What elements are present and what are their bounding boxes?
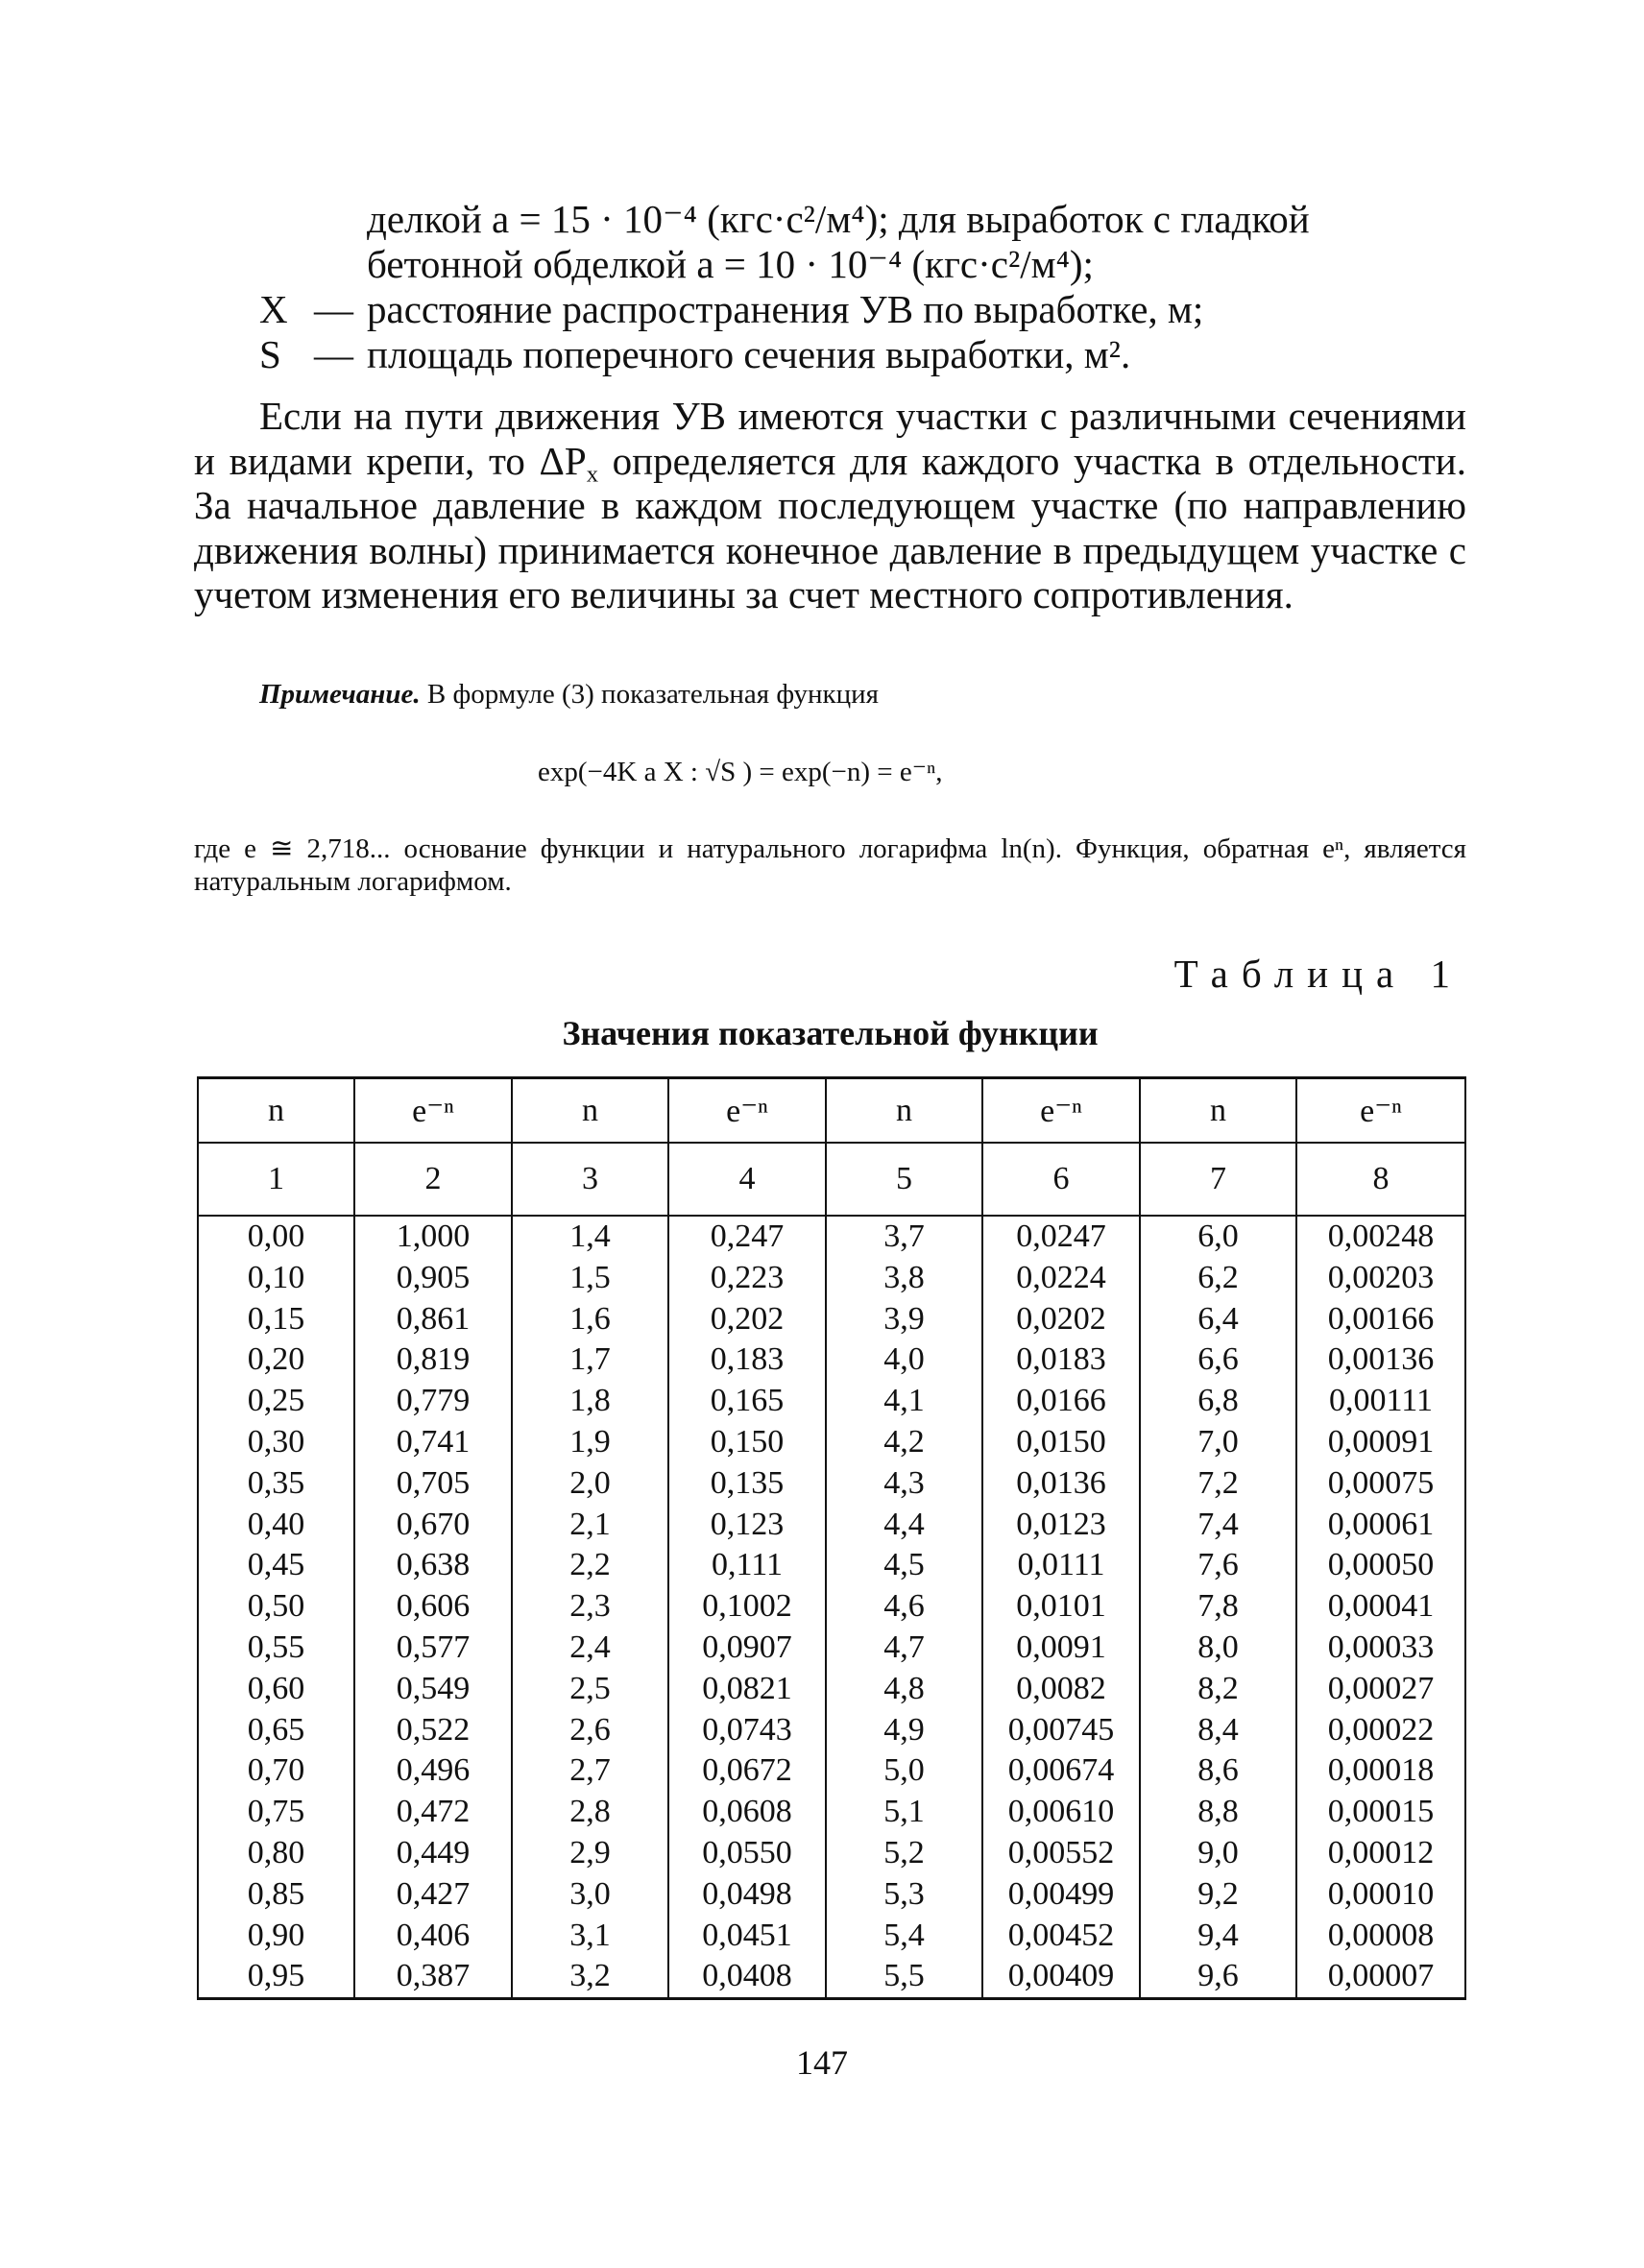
table-cell: 0,00111	[1296, 1381, 1465, 1422]
table-cell: 0,00012	[1296, 1833, 1465, 1874]
table-cell: 0,45	[198, 1545, 354, 1586]
table-cell: 0,705	[354, 1463, 512, 1505]
table-cell: 2,5	[512, 1669, 668, 1710]
table-cell: 0,861	[354, 1299, 512, 1340]
table-cell: 0,387	[354, 1956, 512, 1998]
table-cell: 0,670	[354, 1505, 512, 1546]
table-cell: 0,111	[668, 1545, 826, 1586]
table-cell: 4,4	[826, 1505, 982, 1546]
table-cell: 0,00203	[1296, 1258, 1465, 1299]
table-cell: 0,0821	[668, 1669, 826, 1710]
table-cell: 0,472	[354, 1792, 512, 1833]
table-row	[198, 1463, 1465, 1505]
table-cell: 0,0111	[982, 1545, 1140, 1586]
table-cell: 4,2	[826, 1422, 982, 1463]
table-cell: 0,00091	[1296, 1422, 1465, 1463]
table-cell: 0,0451	[668, 1916, 826, 1957]
table-row	[198, 1545, 1465, 1586]
table-cell: 0,00050	[1296, 1545, 1465, 1586]
table-cell: 0,20	[198, 1339, 354, 1381]
table-cell: 0,00007	[1296, 1956, 1465, 1998]
table-header-cell: n	[826, 1078, 982, 1144]
table-header-cell: n	[198, 1078, 354, 1144]
table-column-number: 6	[982, 1143, 1140, 1216]
table-cell: 2,3	[512, 1586, 668, 1628]
table-column-number: 5	[826, 1143, 982, 1216]
table-cell: 8,6	[1140, 1750, 1296, 1792]
table-cell: 0,65	[198, 1710, 354, 1751]
def-a-line-1: делкой a = 15 · 10⁻⁴ (кгс·с²/м⁴); для выработок с гладкой	[367, 197, 1310, 241]
table-cell: 0,00075	[1296, 1463, 1465, 1505]
table-cell: 0,905	[354, 1258, 512, 1299]
table-row	[198, 1216, 1465, 1258]
table-cell: 0,202	[668, 1299, 826, 1340]
def-s-dash: —	[314, 332, 353, 376]
table-row	[198, 1258, 1465, 1299]
variable-definitions	[259, 197, 1469, 377]
table-cell: 0,0408	[668, 1956, 826, 1998]
table-cell: 5,1	[826, 1792, 982, 1833]
table-cell: 4,6	[826, 1586, 982, 1628]
table-row	[198, 1339, 1465, 1381]
table-row	[198, 1586, 1465, 1628]
table-cell: 3,1	[512, 1916, 668, 1957]
table-cell: 0,606	[354, 1586, 512, 1628]
table-row	[198, 1792, 1465, 1833]
table-cell: 9,4	[1140, 1916, 1296, 1957]
table-cell: 0,638	[354, 1545, 512, 1586]
table-cell: 5,2	[826, 1833, 982, 1874]
def-x-text: расстояние распространения УВ по выработке, м;	[367, 287, 1204, 331]
table-cell: 0,223	[668, 1258, 826, 1299]
table-cell: 0,0183	[982, 1339, 1140, 1381]
table-header-cell: e⁻ⁿ	[982, 1078, 1140, 1144]
table-cell: 0,0091	[982, 1628, 1140, 1669]
table-header-cell: n	[1140, 1078, 1296, 1144]
table-cell: 0,00610	[982, 1792, 1140, 1833]
table-cell: 0,741	[354, 1422, 512, 1463]
table-cell: 0,60	[198, 1669, 354, 1710]
paragraph-part-1: Если на пути движения УВ имеются участки с различными сечениями и видами крепи, то ΔP	[194, 394, 1466, 483]
table-cell: 4,0	[826, 1339, 982, 1381]
table-header-cell: e⁻ⁿ	[1296, 1078, 1465, 1144]
table-cell: 8,4	[1140, 1710, 1296, 1751]
table-cell: 0,00	[198, 1216, 354, 1258]
table-cell: 0,10	[198, 1258, 354, 1299]
table-row	[198, 1833, 1465, 1874]
table-cell: 0,35	[198, 1463, 354, 1505]
table-cell: 4,8	[826, 1669, 982, 1710]
table-cell: 3,9	[826, 1299, 982, 1340]
table-cell: 0,00745	[982, 1710, 1140, 1751]
table-cell: 0,50	[198, 1586, 354, 1628]
table-cell: 0,00499	[982, 1874, 1140, 1916]
table-cell: 0,496	[354, 1750, 512, 1792]
table-cell: 0,00027	[1296, 1669, 1465, 1710]
table-column-number: 3	[512, 1143, 668, 1216]
table-cell: 9,0	[1140, 1833, 1296, 1874]
table-cell: 0,00552	[982, 1833, 1140, 1874]
table-cell: 4,9	[826, 1710, 982, 1751]
table-cell: 2,8	[512, 1792, 668, 1833]
table-cell: 3,2	[512, 1956, 668, 1998]
table-body	[198, 1216, 1465, 1999]
table-cell: 3,8	[826, 1258, 982, 1299]
table-cell: 0,0743	[668, 1710, 826, 1751]
table-cell: 0,819	[354, 1339, 512, 1381]
table-cell: 0,0202	[982, 1299, 1140, 1340]
table-cell: 0,00022	[1296, 1710, 1465, 1751]
table-cell: 0,0101	[982, 1586, 1140, 1628]
def-a-line-2: бетонной обделкой a = 10 · 10⁻⁴ (кгс·с²/м⁴);	[367, 242, 1094, 286]
table-cell: 4,7	[826, 1628, 982, 1669]
def-s-text: площадь поперечного сечения выработки, м².	[367, 332, 1131, 376]
table-cell: 0,00018	[1296, 1750, 1465, 1792]
table-cell: 5,0	[826, 1750, 982, 1792]
table-cell: 1,7	[512, 1339, 668, 1381]
table-cell: 5,5	[826, 1956, 982, 1998]
table-cell: 1,9	[512, 1422, 668, 1463]
table-cell: 0,0224	[982, 1258, 1140, 1299]
table-header-row	[198, 1078, 1465, 1144]
table-cell: 5,3	[826, 1874, 982, 1916]
note	[259, 678, 1469, 711]
table-column-number: 7	[1140, 1143, 1296, 1216]
table-cell: 0,1002	[668, 1586, 826, 1628]
table-cell: 6,6	[1140, 1339, 1296, 1381]
table-cell: 0,40	[198, 1505, 354, 1546]
table-cell: 0,0166	[982, 1381, 1140, 1422]
table-row	[198, 1505, 1465, 1546]
table-cell: 0,95	[198, 1956, 354, 1998]
table-header-cell: e⁻ⁿ	[668, 1078, 826, 1144]
table-cell: 1,000	[354, 1216, 512, 1258]
table-cell: 8,2	[1140, 1669, 1296, 1710]
table-cell: 0,00015	[1296, 1792, 1465, 1833]
table-column-number-row	[198, 1143, 1465, 1216]
formula: exp(−4K a X : √S ) = exp(−n) = e⁻ⁿ,	[538, 757, 943, 787]
table-cell: 0,00033	[1296, 1628, 1465, 1669]
table-cell: 6,4	[1140, 1299, 1296, 1340]
table-cell: 0,0082	[982, 1669, 1140, 1710]
table-cell: 4,5	[826, 1545, 982, 1586]
table-row	[198, 1669, 1465, 1710]
paragraph-subscript: x	[586, 460, 598, 487]
paragraph-part-2: определяется для каждого участка в отдельности. За начальное давление в каждом последующем участке (по направлению движения волны) принимается конечное давление в предыдущем участке с учетом изменения его величины за счет местного сопротивления.	[194, 438, 1466, 616]
table-cell: 0,00041	[1296, 1586, 1465, 1628]
note-continuation: где e ≅ 2,718... основание функции и натурального логарифма ln(n). Функция, обратная eⁿ, является натуральным логарифмом.	[194, 833, 1466, 897]
table-cell: 6,0	[1140, 1216, 1296, 1258]
table-label: Таблица 1	[1173, 952, 1463, 996]
table-row	[198, 1916, 1465, 1957]
table-row	[198, 1710, 1465, 1751]
table-cell: 0,165	[668, 1381, 826, 1422]
table-row	[198, 1422, 1465, 1463]
table-cell: 7,8	[1140, 1586, 1296, 1628]
def-x-dash: —	[314, 287, 353, 331]
table-cell: 0,00136	[1296, 1339, 1465, 1381]
table-row	[198, 1628, 1465, 1669]
table-cell: 8,8	[1140, 1792, 1296, 1833]
table-cell: 0,00061	[1296, 1505, 1465, 1546]
page-number: 147	[796, 2043, 848, 2082]
table-cell: 1,5	[512, 1258, 668, 1299]
def-x-symbol: X	[259, 287, 288, 331]
table-cell: 2,6	[512, 1710, 668, 1751]
table-cell: 0,55	[198, 1628, 354, 1669]
table-row	[198, 1381, 1465, 1422]
table-cell: 0,150	[668, 1422, 826, 1463]
def-x	[259, 287, 1469, 332]
table-cell: 0,0150	[982, 1422, 1140, 1463]
table-row	[198, 1956, 1465, 1998]
body-paragraph	[194, 394, 1466, 617]
table-cell: 0,15	[198, 1299, 354, 1340]
table-cell: 0,0608	[668, 1792, 826, 1833]
exponential-values-table	[197, 1076, 1466, 2000]
table-cell: 6,8	[1140, 1381, 1296, 1422]
table-cell: 0,779	[354, 1381, 512, 1422]
table-row	[198, 1299, 1465, 1340]
table-cell: 0,135	[668, 1463, 826, 1505]
table-cell: 0,549	[354, 1669, 512, 1710]
table-cell: 0,00248	[1296, 1216, 1465, 1258]
table-column-number: 1	[198, 1143, 354, 1216]
table-cell: 0,0123	[982, 1505, 1140, 1546]
table-cell: 0,427	[354, 1874, 512, 1916]
table-header-cell: e⁻ⁿ	[354, 1078, 512, 1144]
table-cell: 4,3	[826, 1463, 982, 1505]
table-cell: 0,0136	[982, 1463, 1140, 1505]
note-label: Примечание.	[259, 679, 421, 710]
table-cell: 6,2	[1140, 1258, 1296, 1299]
table-cell: 0,406	[354, 1916, 512, 1957]
table-cell: 8,0	[1140, 1628, 1296, 1669]
table-cell: 0,00008	[1296, 1916, 1465, 1957]
table-cell: 7,6	[1140, 1545, 1296, 1586]
table-cell: 1,4	[512, 1216, 668, 1258]
table-cell: 0,0907	[668, 1628, 826, 1669]
table-cell: 1,6	[512, 1299, 668, 1340]
table-cell: 0,522	[354, 1710, 512, 1751]
table-cell: 0,0247	[982, 1216, 1140, 1258]
table-cell: 0,75	[198, 1792, 354, 1833]
table-cell: 0,183	[668, 1339, 826, 1381]
table-cell: 7,2	[1140, 1463, 1296, 1505]
table-cell: 0,25	[198, 1381, 354, 1422]
table-cell: 0,0550	[668, 1833, 826, 1874]
note-text: В формуле (3) показательная функция	[420, 679, 879, 710]
table-cell: 5,4	[826, 1916, 982, 1957]
table-cell: 0,00452	[982, 1916, 1140, 1957]
table-cell: 7,4	[1140, 1505, 1296, 1546]
table-cell: 0,70	[198, 1750, 354, 1792]
def-s	[259, 332, 1469, 377]
table-header-cell: n	[512, 1078, 668, 1144]
table-cell: 0,449	[354, 1833, 512, 1874]
table-cell: 2,9	[512, 1833, 668, 1874]
table-cell: 2,0	[512, 1463, 668, 1505]
table-cell: 0,123	[668, 1505, 826, 1546]
table-cell: 2,1	[512, 1505, 668, 1546]
table-cell: 9,6	[1140, 1956, 1296, 1998]
table-cell: 0,80	[198, 1833, 354, 1874]
table-column-number: 2	[354, 1143, 512, 1216]
table-cell: 0,00010	[1296, 1874, 1465, 1916]
table-cell: 2,2	[512, 1545, 668, 1586]
table-title: Значения показательной функции	[562, 1014, 1099, 1052]
table-column-number: 8	[1296, 1143, 1465, 1216]
table-cell: 9,2	[1140, 1874, 1296, 1916]
table-cell: 0,85	[198, 1874, 354, 1916]
table-cell: 2,4	[512, 1628, 668, 1669]
def-s-symbol: S	[259, 332, 281, 376]
table-cell: 1,8	[512, 1381, 668, 1422]
table-cell: 0,247	[668, 1216, 826, 1258]
table-cell: 0,0672	[668, 1750, 826, 1792]
table-cell: 0,00166	[1296, 1299, 1465, 1340]
table-row	[198, 1750, 1465, 1792]
table-cell: 4,1	[826, 1381, 982, 1422]
table-cell: 0,90	[198, 1916, 354, 1957]
table-cell: 0,577	[354, 1628, 512, 1669]
table-cell: 0,0498	[668, 1874, 826, 1916]
table-row	[198, 1874, 1465, 1916]
table-cell: 3,7	[826, 1216, 982, 1258]
table-cell: 2,7	[512, 1750, 668, 1792]
table-column-number: 4	[668, 1143, 826, 1216]
table-cell: 0,00674	[982, 1750, 1140, 1792]
table-cell: 3,0	[512, 1874, 668, 1916]
table-cell: 0,30	[198, 1422, 354, 1463]
table-cell: 0,00409	[982, 1956, 1140, 1998]
table-cell: 7,0	[1140, 1422, 1296, 1463]
